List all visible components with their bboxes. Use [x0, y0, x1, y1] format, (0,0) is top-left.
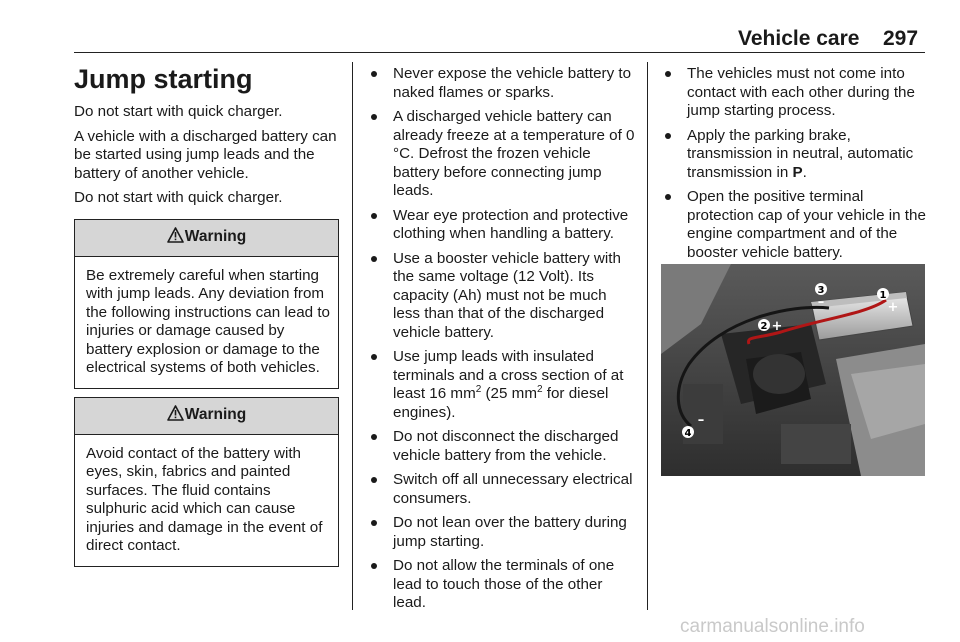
list-item: Never expose the vehicle battery to naked flames or sparks.: [366, 65, 636, 102]
list-item: Open the positive terminal protection cap of your vehicle in the engine compartment and of the booster vehicle battery.: [660, 188, 928, 262]
bullet-list: [660, 65, 928, 262]
warning-triangle-icon: [167, 227, 184, 249]
list-item-text: Apply the parking brake, transmission in neutral, automatic transmission in: [687, 126, 914, 181]
callout-number: 4: [684, 428, 692, 439]
callout-sign: +: [887, 300, 899, 315]
list-item: [660, 127, 928, 183]
warning-text: Be extremely careful when starting with jump leads. Any deviation from the following instructions can lead to injuries or damage caused by battery explosion or damage to the electrical systems of both vehicles.: [86, 266, 330, 376]
warning-text: Avoid contact of the battery with eyes, skin, fabrics and painted surfaces. The fluid contains sulphuric acid which can cause injuries and damage in the event of direct contact.: [86, 444, 323, 554]
column-1: [74, 62, 339, 567]
callout-number: 1: [879, 290, 887, 301]
column-divider-right: [647, 62, 648, 610]
list-item-text: Use jump leads with insulated terminals and a cross section of at least 16 mm: [393, 348, 624, 402]
callout-sign: –: [697, 413, 705, 428]
section-title: Jump starting: [74, 64, 253, 94]
list-item-text: for diesel engines).: [393, 385, 609, 421]
running-header-title: Vehicle care: [738, 27, 860, 50]
callout-number: 3: [817, 285, 825, 296]
warning-heading: [75, 220, 338, 257]
header-rule: [74, 52, 925, 53]
warning-triangle-icon: [167, 405, 184, 427]
column-2: [366, 65, 636, 619]
gear-position-label: P: [792, 163, 803, 181]
list-item: Use a booster vehicle battery with the same voltage (12 Volt). Its capacity (Ah) must not be much less than that of the discharged vehicle battery.: [366, 250, 636, 343]
callout-number: 2: [760, 321, 768, 332]
watermark: carmanualsonline.info: [680, 616, 865, 637]
warning-label: Warning: [184, 406, 247, 424]
list-item: The vehicles must not come into contact with each other during the jump starting process.: [660, 65, 928, 121]
paragraph: Do not start with quick charger.: [74, 189, 283, 206]
list-item: Wear eye protection and protective clothing when handling a battery.: [366, 207, 636, 244]
superscript: 2: [536, 383, 543, 395]
list-item: [366, 348, 636, 422]
list-item-text: .: [802, 163, 807, 181]
column-3: [660, 65, 928, 268]
engine-bay-illustration: [661, 264, 925, 476]
list-item: A discharged vehicle battery can already freeze at a temperature of 0 °C. Defrost the frozen vehicle battery before connecting jump leads.: [366, 108, 636, 201]
list-item: Do not allow the terminals of one lead to touch those of the other lead.: [366, 557, 636, 613]
bullet-list: [366, 65, 636, 613]
engine-bay-photo: [661, 264, 925, 476]
callout-sign: –: [817, 295, 825, 310]
page-number: 297: [883, 27, 919, 50]
list-item: Switch off all unnecessary electrical consumers.: [366, 471, 636, 508]
column-divider-left: [352, 62, 353, 610]
callout-sign: +: [771, 319, 783, 334]
list-item: Do not lean over the battery during jump starting.: [366, 514, 636, 551]
warning-heading: [75, 398, 338, 435]
warning-box: [74, 397, 339, 567]
paragraph: A vehicle with a discharged battery can be started using jump leads and the battery of another vehicle.: [74, 127, 337, 182]
warning-label: Warning: [184, 228, 247, 246]
superscript: 2: [475, 383, 482, 395]
list-item: Do not disconnect the discharged vehicle battery from the vehicle.: [366, 428, 636, 465]
list-item-text: (25 mm: [481, 385, 537, 402]
warning-box: [74, 219, 339, 389]
paragraph: Do not start with quick charger.: [74, 103, 283, 120]
